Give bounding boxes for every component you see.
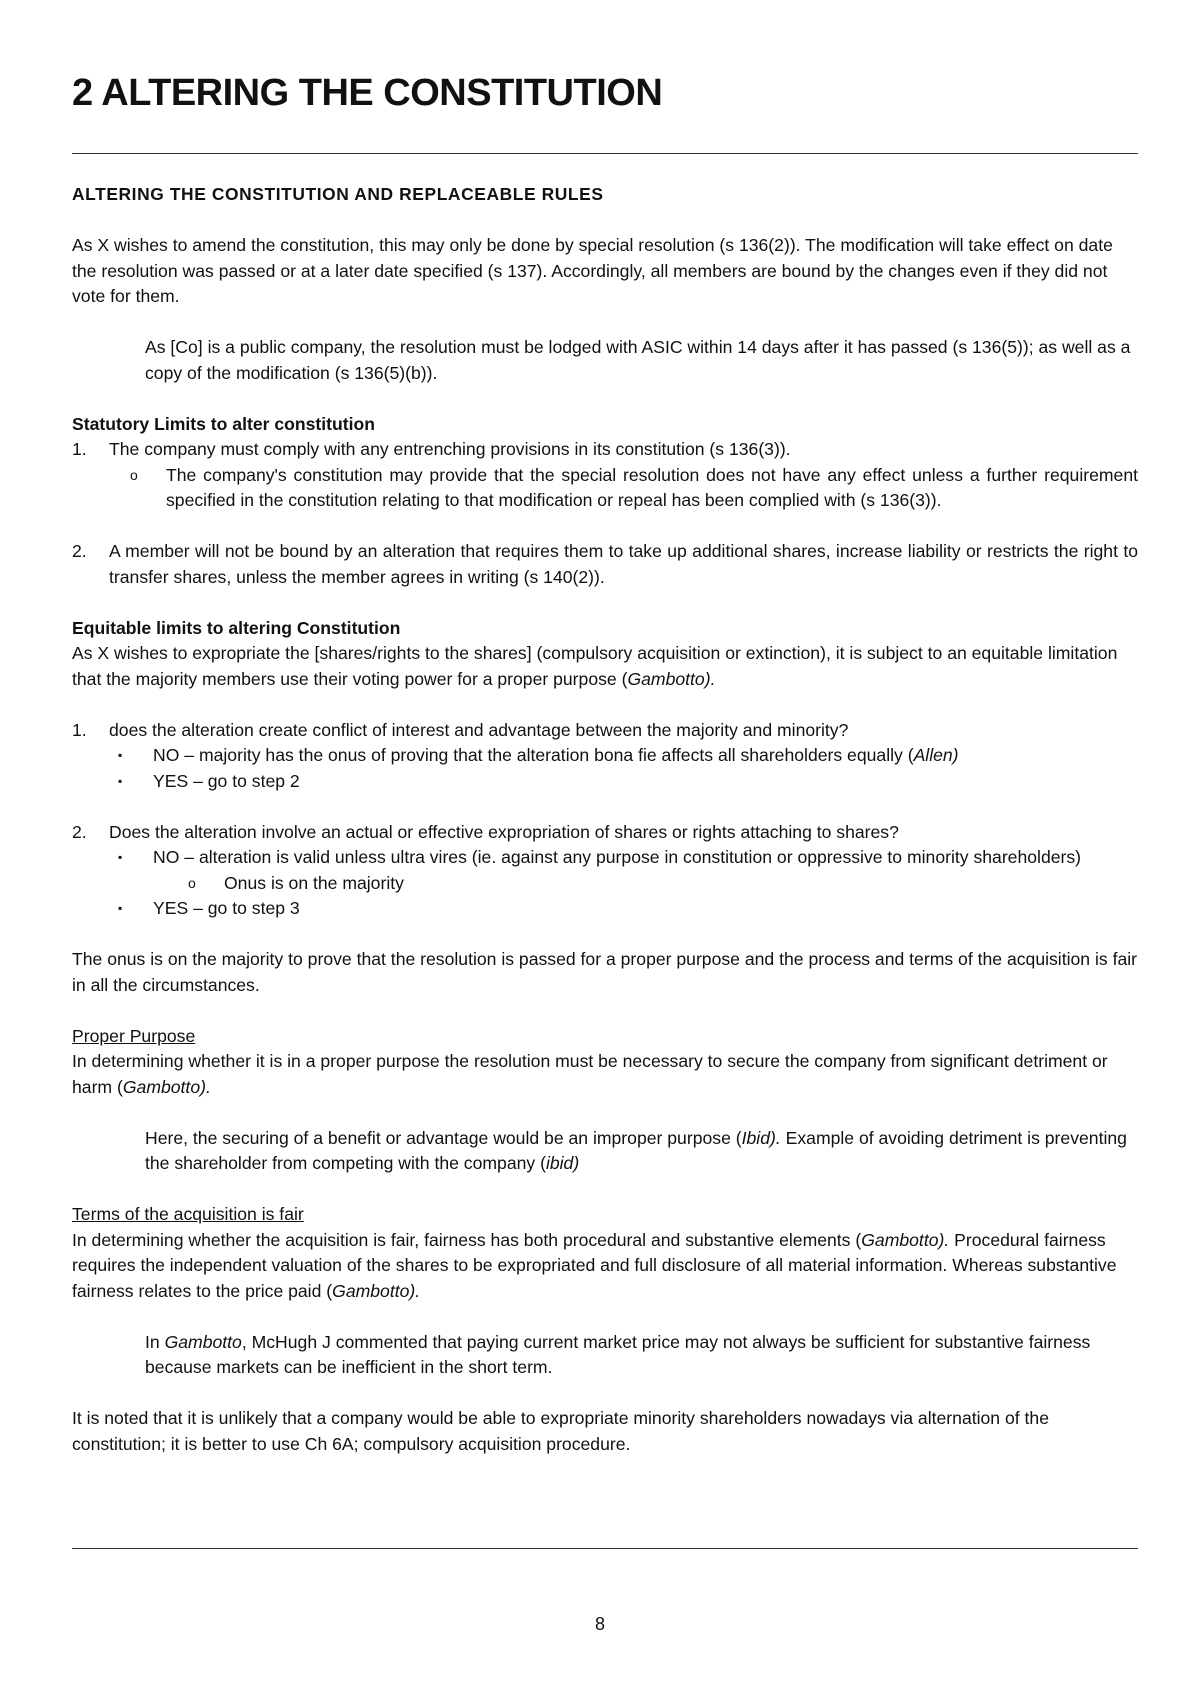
step-2-yes: ▪ YES – go to step 3 — [72, 896, 1138, 922]
terms-fair-heading: Terms of the acquisition is fair — [72, 1204, 304, 1224]
equitable-heading: Equitable limits to altering Constitution — [72, 617, 401, 638]
case-name: Gambotto). — [861, 1229, 950, 1250]
closing-paragraph: It is noted that it is unlikely that a company would be able to expropriate minority shareholders nowadays via alternation of the constitution; it is better to use Ch 6A; compulsory acquisition procedure. — [72, 1408, 1050, 1454]
top-divider — [72, 153, 1138, 154]
o-bullet: o — [130, 466, 138, 483]
case-name: Gambotto). — [122, 1076, 211, 1097]
sub-text: The company's constitution may provide that the special resolution does not have any effect unless a further requirement specified in the constitution relating to that modification or repeal has been complied with (s 136(3)). — [166, 464, 1138, 510]
case-name: Gambotto — [164, 1331, 242, 1352]
statutory-item-1 — [72, 437, 1138, 463]
step-1-yes: ▪ YES – go to step 2 — [72, 769, 1138, 795]
item-text: The company must comply with any entrenching provisions in its constitution (s 136(3)). — [109, 439, 791, 459]
onus-paragraph: The onus is on the majority to prove that the resolution is passed for a proper purpose and the process and terms of the acquisition is fair in all the circumstances. — [72, 949, 1138, 995]
page-number: 8 — [594, 1614, 605, 1634]
proper-purpose-heading: Proper Purpose — [72, 1025, 196, 1046]
section-heading: ALTERING THE CONSTITUTION AND REPLACEABLE RULES — [72, 184, 604, 204]
equitable-step-2 — [72, 820, 1138, 846]
equitable-intro: As X wishes to expropriate the [shares/rights to the shares] (compulsory acquisition or extinction), it is subject to an equitable limitation that the majority members use their voting power for a proper purpose (Gambotto). — [72, 643, 1118, 689]
item-text: A member will not be bound by an alteration that requires them to take up additional shares, increase liability or restricts the right to transfer shares, unless the member agrees in writing (s 140(2)). — [109, 541, 1138, 587]
terms-fair-note: In Gambotto, McHugh J commented that paying current market price may not always be sufficient for substantive fairness because markets can be inefficient in the short term. — [145, 1331, 1091, 1377]
intro-paragraph: As X wishes to amend the constitution, this may only be done by special resolution (s 136(2)). The modification will take effect on date the resolution was passed or at a later date specified (s 137). Accordingly, all members are bound by the changes even if they did not vote for them. — [72, 235, 1113, 306]
step-1-no: ▪ NO – majority has the onus of proving that the alteration bona fie affects all shareholders equally (Allen) — [72, 743, 1138, 769]
statutory-item-1-sub — [72, 463, 1138, 514]
document-body — [72, 182, 1138, 1457]
public-company-note: As [Co] is a public company, the resolution must be lodged with ASIC within 14 days after it has passed (s 136(5)); as well as a copy of the modification (s 136(5)(b)). — [145, 337, 1131, 383]
bottom-divider — [72, 1548, 1138, 1549]
step-number: 1. — [72, 719, 87, 740]
proper-purpose-note: Here, the securing of a benefit or advantage would be an improper purpose (Ibid). Example of avoiding detriment is preventing the shareholder from competing with the company (ibid) — [145, 1127, 1127, 1173]
terms-fair-body: In determining whether the acquisition is fair, fairness has both procedural and substantive elements (Gambotto). Procedural fairness requires the independent valuation of the shares to be expropriated and full disclosure of all material information. Whereas substantive fairness relates to the price paid (Gambotto). — [72, 1229, 1117, 1301]
case-name: ibid) — [545, 1153, 580, 1173]
square-bullet: ▪ — [118, 773, 123, 788]
square-bullet: ▪ — [118, 748, 123, 762]
item-number: 2. — [72, 541, 87, 561]
square-bullet: ▪ — [118, 901, 123, 915]
case-name: Gambotto). — [627, 668, 716, 689]
step-text: Does the alteration involve an actual or effective expropriation of shares or rights attaching to shares? — [109, 821, 899, 842]
case-name: Allen) — [913, 745, 959, 765]
statutory-item-2 — [72, 539, 1138, 590]
page-title: 2 ALTERING THE CONSTITUTION — [72, 72, 663, 114]
case-name: Gambotto). — [332, 1280, 421, 1301]
step-2-no: ▪ NO – alteration is valid unless ultra vires (ie. against any purpose in constitution or oppressive to minority shareholders) — [72, 845, 1138, 871]
item-number: 1. — [72, 439, 87, 459]
square-bullet: ▪ — [118, 850, 123, 864]
step-number: 2. — [72, 821, 87, 842]
step-text: does the alteration create conflict of interest and advantage between the majority and minority? — [109, 719, 849, 740]
o-bullet: o — [188, 874, 196, 891]
proper-purpose-body: In determining whether it is in a proper purpose the resolution must be necessary to secure the company from significant detriment or harm (Gambotto). — [72, 1051, 1108, 1097]
equitable-step-1 — [72, 718, 1138, 744]
statutory-heading: Statutory Limits to alter constitution — [72, 413, 376, 434]
step-2-no-sub: o Onus is on the majority — [72, 871, 1138, 897]
case-name: Ibid). — [741, 1127, 781, 1148]
